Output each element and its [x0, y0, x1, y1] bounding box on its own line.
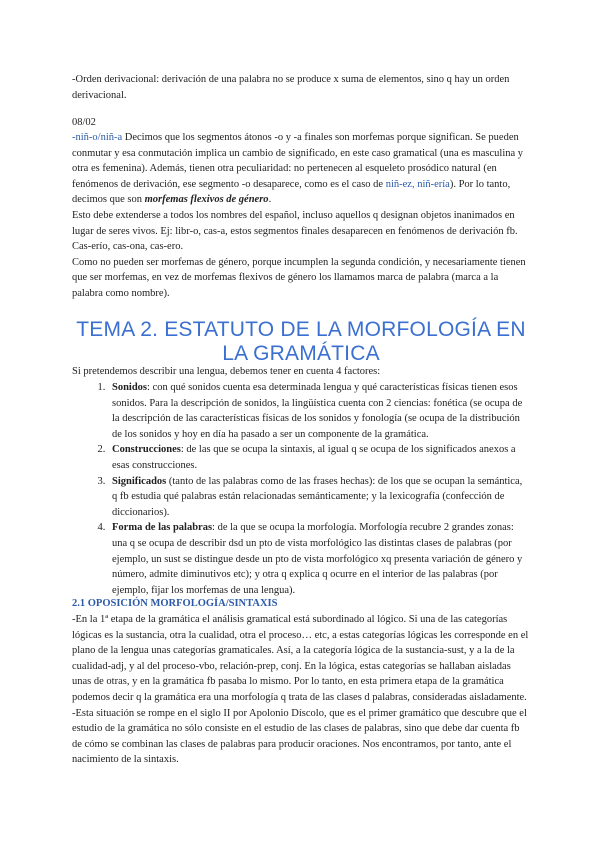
- section-paragraph-2: -Esta situación se rompe en el siglo II por Apolonio Díscolo, que es el primer gramático que descubre que el estudio de la gramática no sólo consiste en el estudio de las clases de palabras, sino que debe dar cuenta fb de cómo se combinan las clases de palabras para producir oraciones. Nos encontramos, por tanto, ante el nacimiento de la sintaxis.: [72, 707, 527, 766]
- factor-item: [108, 442, 530, 473]
- factor-item: [108, 474, 530, 521]
- morpheme-paragraph: [72, 130, 530, 208]
- factor-item: [108, 380, 530, 442]
- factor-term: Sonidos: [112, 382, 148, 393]
- example-link-nino[interactable]: -niñ-o/niñ-a: [72, 132, 123, 143]
- morpheme-text-a: Decimos que los segmentos átonos -o y -a finales son morfemas porque significan. Se pueden conmutar y esa conmutación implica un cambio de significado, en este caso gramatical (una es masculina y otra es femenina). Además, tienen otra peculiaridad: no pertenecen al esqueleto prosódico natural (en fenómenos de derivación, ese segmento -o desaparece, como es el caso de: [72, 132, 524, 190]
- example-link-ninez[interactable]: niñ-ez, niñ-ería: [385, 178, 450, 190]
- factor-term: Significados: [112, 475, 167, 487]
- word-mark-paragraph: Como no pueden ser morfemas de género, porque incumplen la segunda condición, y necesariamente tienen que ser morfemas, en vez de morfemas flexivos de género los llamamos marca de palabra (marca a la palabra como nombre).: [72, 256, 526, 299]
- factor-list: [72, 380, 530, 598]
- factor-text: (tanto de las palabras como de las frases hechas): de los que se ocupan la semántica, q fb estudia qué palabras están relacionadas semánticamente; y la lexicografía (confección de diccionarios).: [112, 475, 523, 518]
- intro-paragraph: -Orden derivacional: derivación de una palabra no se produce x suma de elementos, sino q hay un orden derivacional.: [72, 74, 510, 101]
- section-body: [72, 612, 530, 768]
- morpheme-text-c: .: [268, 194, 272, 206]
- factor-text: : de las que se ocupa la sintaxis, al igual q se ocupa de los significados anexos a esas construcciones.: [112, 444, 516, 471]
- section-paragraph-1: -En la 1ª etapa de la gramática el análisis gramatical está subordinado al lógico. Si una de las categorías lógicas es la sustancia, otra la cualidad, otra el proceso… etc, a estas categorías lógicas les corresponde en el plano de la lengua unas categorías gramaticales. Así, a la categoría lógica de la sustancia-sust, y a la de la cualidad-adj, y al del proceso-vbo, relación-prep, conj. En la lógica, estas categorías se hallaban aisladas unas de otras, y en la gramática fb pasaba lo mismo. Por lo tanto, en esta primera etapa de la gramática podemos decir q la gramática era una morfología q trata de las clases d palabras, consideradas aisladamente.: [72, 614, 529, 703]
- session-notes: [72, 130, 530, 302]
- factor-item: [108, 520, 530, 598]
- factor-text: : de la que se ocupa la morfología. Morfología recubre 2 grandes zonas: una q se ocupa de describir dsd un pto de vista morfológico las distintas clases de palabras (por ejemplo, un sust se distingue desde un pto de vista morfológico xq presenta variación de género y número, admite diminutivos etc); y otra q explica q ocurre en el interior de las palabras (por ejemplo, fijar los morfemas de una lengua).: [112, 522, 523, 596]
- chapter-title: TEMA 2. ESTATUTO DE LA MORFOLOGÍA EN LA GRAMÁTICA: [76, 318, 526, 365]
- morpheme-term: morfemas flexivos de género: [144, 194, 269, 206]
- factor-term: Construcciones: [112, 444, 181, 456]
- factor-term: Forma de las palabras: [112, 522, 213, 534]
- section-heading: 2.1 OPOSICIÓN MORFOLOGÍA/SINTAXIS: [72, 598, 278, 609]
- morpheme-text-b: ). Por lo tanto, decimos que son: [72, 178, 511, 206]
- session-date: 08/02: [72, 117, 96, 128]
- extension-paragraph: Esto debe extenderse a todos los nombres del español, incluso aquellos q designan objetos inanimados en lugar de seres vivos. Ej: libr-o, cas-a, estos segmentos finales desaparecen en fenómenos de derivación fb. Cas-erío, cas-ona, cas-ero.: [72, 209, 518, 253]
- factor-text: : con qué sonidos cuenta esa determinada lengua y qué características físicas tienen esos sonidos. Para la descripción de sonidos, la lingüística cuenta con 2 ciencias: fonética (se ocupa de la descripción de las características físicas de los sonidos y fonología (se ocupa de la distribución de los sonidos y hoy en día ha pasado a ser un componente de la gramática.: [112, 382, 523, 440]
- chapter-lead: Si pretendemos describir una lengua, debemos tener en cuenta 4 factores:: [72, 366, 381, 377]
